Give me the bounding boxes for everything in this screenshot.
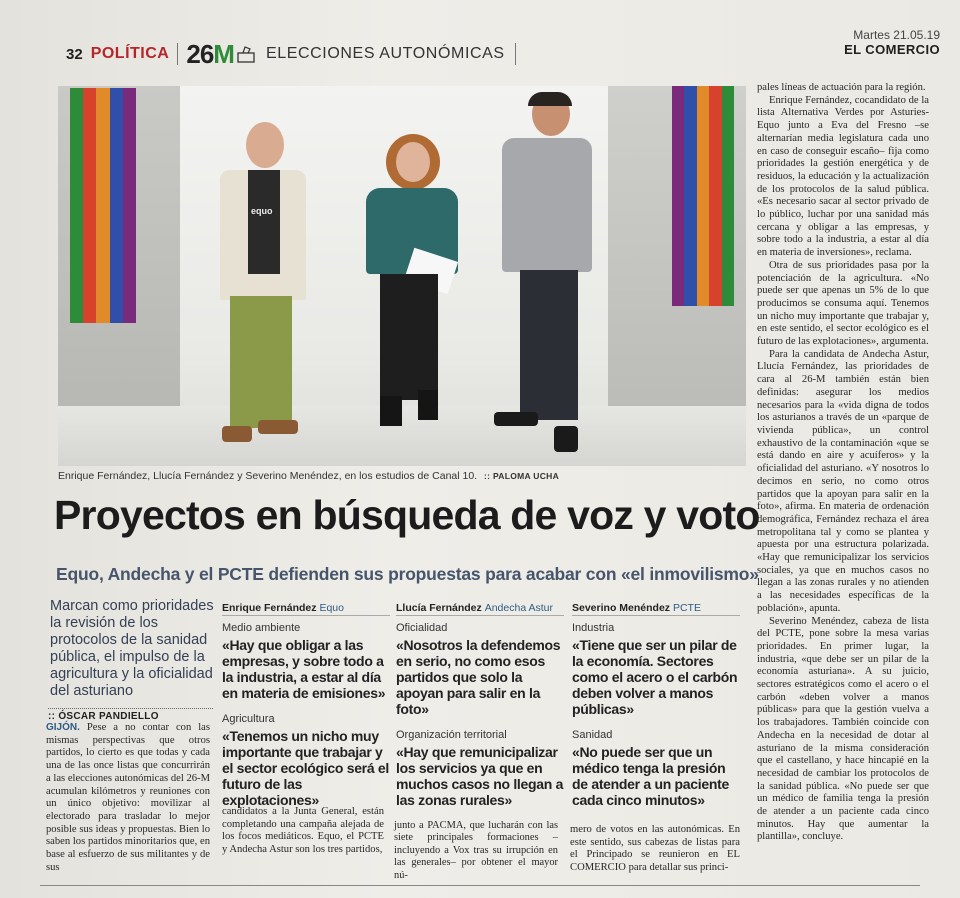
person-shoe <box>222 426 252 442</box>
speaker-party: Andecha Astur <box>484 602 553 614</box>
quote-text: «Tenemos un nicho muy importante que trabajar y el sector ecológico será el futuro de las explotaciones» <box>222 728 389 808</box>
person-head <box>246 122 284 168</box>
ballot-box-icon <box>236 45 256 63</box>
subheadline: Equo, Andecha y el PCTE defienden sus propuestas para acabar con «el inmovilismo» <box>56 564 759 584</box>
person-trousers <box>380 274 438 400</box>
body-column-3: junto a PACMA, que lucharán con las siete principales formaciones –incluyendo a Vox tras su irrupción en las generales– por obtener el mayor nú- <box>394 820 558 881</box>
right-paragraph: Otra de sus prioridades pasa por la potenciación de la agricultura. «No puede ser que apenas un 5% de lo que producimos se consuma aquí. Tenemos un nicho muy importante que trabajar y, en este sentido, el sector ecológico es el futuro de las explotaciones», argumenta. <box>757 259 929 348</box>
quote-text: «Nosotros la defendemos en serio, no como esos partidos que solo la apoyan para salir en la foto» <box>396 637 561 717</box>
election-badge <box>186 39 234 70</box>
person-sweater <box>502 138 592 272</box>
quote-text: «Hay que obligar a las empresas, y sobre todo a la industria, a estar al día en materia de emisiones» <box>222 637 386 701</box>
speaker-party: Equo <box>319 602 344 614</box>
quote-speaker <box>222 602 390 616</box>
election-badge-number: 26 <box>186 38 214 69</box>
person-shirt <box>248 170 280 274</box>
headline: Proyectos en búsqueda de voz y voto <box>54 492 760 538</box>
photo-caption <box>58 470 746 482</box>
body-column-1-text: Pese a no contar con las mismas perspectivas que otros partidos, lo cierto es que todas y cada una de las once listas que concurrirán a las elecciones autonómicas del 26-M acumulan kilómetros y reuniones con un único objetivo: movilizar al electorado para trasladar lo mejor posible sus ideas y propuestas. Bien lo saben los partidos minoritarios que, en base al esfuerzo de sus militantes y de sus <box>46 722 210 873</box>
quote-speaker <box>396 602 564 616</box>
section-title: ELECCIONES AUTONÓMICAS <box>265 45 505 62</box>
dateline-city: GIJÓN. <box>46 722 80 733</box>
person-trousers <box>520 270 578 420</box>
article-photo <box>58 86 746 466</box>
quote-topic: Oficialidad <box>396 622 448 634</box>
flag-right <box>672 86 734 306</box>
quote-text: «No puede ser que un médico tenga la presión de atender a un paciente cada cinco minutos» <box>572 744 729 808</box>
page-number: 32 <box>66 45 83 63</box>
quote-text: «Hay que remunicipalizar los servicios ya que en muchos casos no llegan a las zonas rurales» <box>396 744 564 808</box>
quote-topic: Medio ambiente <box>222 622 301 634</box>
quote-topic: Sanidad <box>572 729 613 741</box>
caption-text: Enrique Fernández, Llucía Fernández y Severino Menéndez, en los estudios de Canal 10. <box>58 470 478 482</box>
person-boot <box>380 396 402 426</box>
person-llucia <box>358 134 468 434</box>
quote-text: «Tiene que ser un pilar de la economía. Sectores como el acero o el carbón deben volver a manos públicas» <box>572 637 738 717</box>
header-divider-end <box>515 43 516 65</box>
person-enrique <box>206 122 316 462</box>
photo-credit: :: PALOMA UCHA <box>484 471 560 481</box>
body-column-2: candidatos a la Junta General, están completando una campaña alejada de los focos mediáticos. Equo, el PCTE y Andecha Astur son los tres partidos, <box>222 806 384 856</box>
newspaper-name: EL COMERCIO <box>844 42 940 57</box>
right-paragraph: Para la candidata de Andecha Astur, Llucía Fernández, las prioridades de cara al 26-M también están bien definidas: asegurar los medios necesarios para la «vida digna de todos los asturianos a través de un «parque de vivienda pública», un control exhaustivo de la contaminación «que se está dando en aire y acuíferos» y la oficialidad del asturiano. «Y nosotros lo decimos en serio, no como otros partidos que la apoyan para salir en la foto», afirma. En materia de ordenación demográfica, Fernández rechaza el área metropolitana tal y como se plantea y apuesta por una estructura polarizada. «Hay que remunicipalizar los servicios sociales, ya que en muchos casos no llegan a las zonas rurales y no atienden a las necesidades específicas de la población», apunta. <box>757 348 929 614</box>
shirt-logo: equo <box>251 206 273 216</box>
right-paragraph: pales líneas de actuación para la región. <box>757 82 926 93</box>
person-head <box>396 142 430 182</box>
section-label: POLÍTICA <box>90 45 170 62</box>
lead-paragraph: Marcan como prioridades la revisión de los protocolos de la sanidad pública, el impulso de la agricultura y la oficialidad del asturiano <box>50 598 214 699</box>
election-badge-letter: M <box>213 38 234 69</box>
byline: :: ÓSCAR PANDIELLO <box>48 708 213 722</box>
quote-column-severino <box>572 602 740 820</box>
person-shoe <box>554 426 578 452</box>
issue-date: Martes 21.05.19 <box>853 28 940 42</box>
page-bottom-rule <box>40 885 920 886</box>
right-paragraph: Severino Menéndez, cabeza de lista del PCTE, pone sobre la mesa varias prioridades. En primer lugar, la industria, «que debe ser un pilar de la economía asturiana». A su juicio, sectores estratégicos como el acero o el carbón «deben volver a manos públicas» para que la gestión vuelva a los trabajadores. También coincide con Andecha en la necesidad de dotar al asturiano de la misma consideración que el castellano, y hace hincapié en la necesidad de cambiar los protocolos de la sanidad pública. «No puede ser que un médico de familia tenga la presión de atender a un paciente cada cinco minutos. Hay que aumentar la plantilla», concluye. <box>757 615 929 843</box>
person-shoe <box>494 412 538 426</box>
right-paragraph: Enrique Fernández, cocandidato de la lista Alternativa Verdes por Asturies-Equo junto a Eva del Fresno –se alternarían media legislatura cada uno en caso de conseguir escaño– fija como prioridades la gestión energética y de residuos, la educación y la actualización de los protocolos de la salud pública. «Es necesario sacar al sector privado de lo público, luchar por una sanidad más cercana y obligar a las empresas, y sobre todo a la industria, a estar al día en materia de inversiones», reclama. <box>757 94 929 259</box>
person-trousers <box>230 296 292 428</box>
person-hair <box>528 92 572 106</box>
page-header <box>66 38 756 70</box>
person-shoe <box>258 420 298 434</box>
speaker-name: Severino Menéndez <box>572 602 671 614</box>
quote-column-llucia <box>396 602 564 820</box>
speaker-name: Enrique Fernández <box>222 602 317 614</box>
header-divider <box>177 43 178 65</box>
person-severino <box>494 92 604 462</box>
person-boot <box>418 390 438 420</box>
body-column-1 <box>46 722 210 874</box>
flag-left <box>70 88 136 323</box>
body-column-4: mero de votos en las autonómicas. En este sentido, sus cabezas de listas para el Principado se reunieron en EL COMERCIO para detallar sus princi- <box>570 824 740 874</box>
speaker-name: Llucía Fernández <box>396 602 482 614</box>
quote-speaker <box>572 602 740 616</box>
speaker-party: PCTE <box>672 602 701 614</box>
quote-column-enrique <box>222 602 390 820</box>
quote-topic: Agricultura <box>222 713 275 725</box>
masthead <box>840 28 940 57</box>
body-column-right <box>757 82 929 844</box>
quote-topic: Industria <box>572 622 615 634</box>
quote-topic: Organización territorial <box>396 729 507 741</box>
